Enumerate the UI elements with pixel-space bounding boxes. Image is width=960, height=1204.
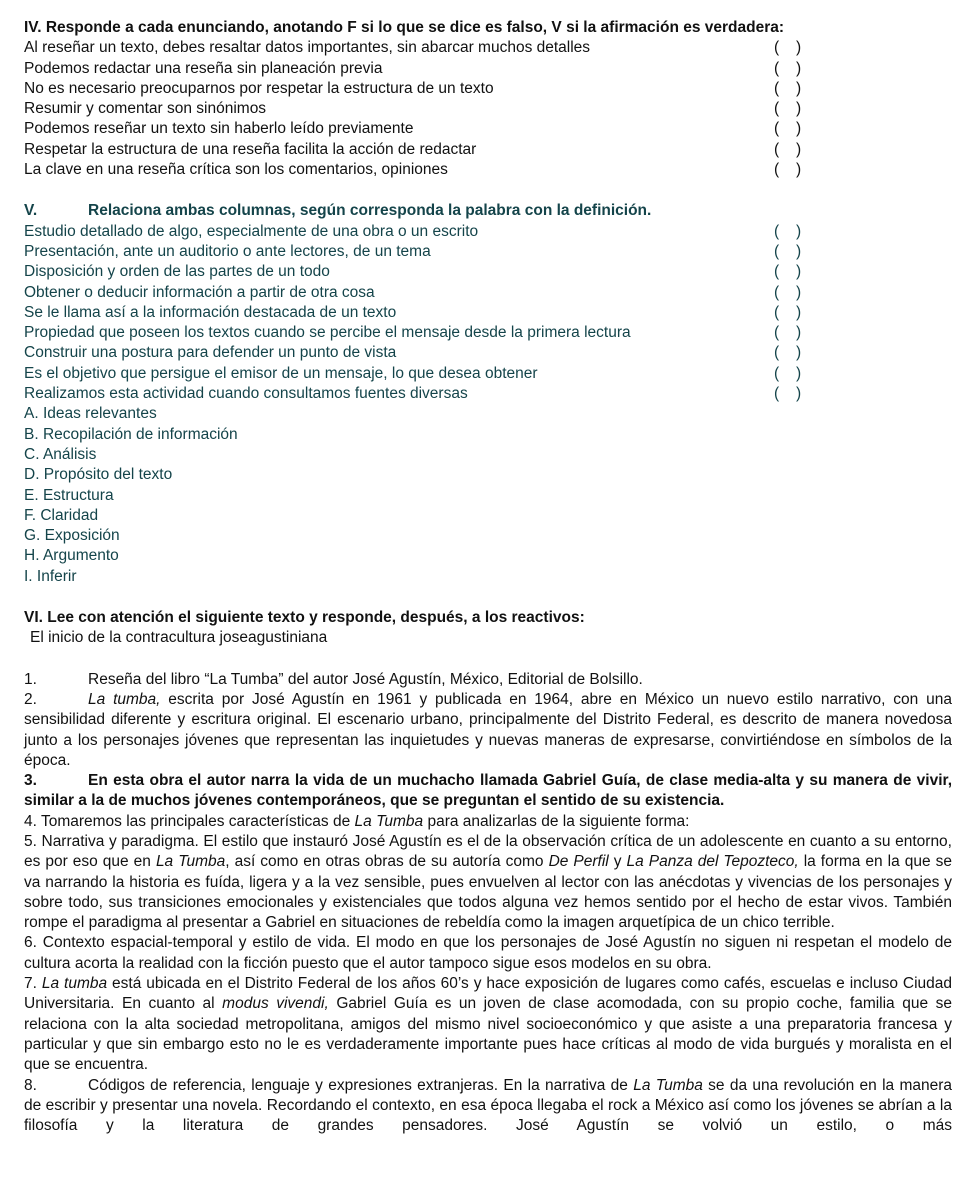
statement-text: No es necesario preocuparnos por respetar la estructura de un texto (24, 79, 494, 97)
paragraph-8: 8. Códigos de referencia, lenguaje y expresiones extranjeras. En la narrativa de La Tumba se da una revolución en la manera de escribir y presentar una novela. Recordando el contexto, en esa época llegaba el rock a México así como los jóvenes se abrían a la filosofía y la literatura de grandes pensadores. José Agustín se volvió un estilo, o más (24, 1076, 952, 1135)
answer-blank[interactable]: ( ) (774, 39, 802, 57)
definition-text: Construir una postura para defender un punto de vista (24, 344, 397, 362)
answer-blank[interactable]: ( ) (774, 344, 802, 362)
section-5-title: V. Relaciona ambas columnas, según corresponda la palabra con la definición. (24, 202, 652, 220)
option-item: F. Claridad (24, 506, 99, 524)
answer-blank[interactable]: ( ) (774, 242, 802, 260)
option-item: G. Exposición (24, 527, 120, 545)
statement-text: La clave en una reseña crítica son los comentarios, opiniones (24, 161, 448, 179)
section-4-list (24, 38, 952, 180)
definition-item (24, 323, 952, 343)
definition-text: Propiedad que poseen los textos cuando se percibe el mensaje desde la primera lectura (24, 324, 631, 342)
true-false-item (24, 59, 952, 79)
definition-text: Presentación, ante un auditorio o ante lectores, de un tema (24, 242, 431, 260)
statement-text: Podemos reseñar un texto sin haberlo leído previamente (24, 120, 414, 138)
option-item: H. Argumento (24, 547, 119, 565)
answer-blank[interactable]: ( ) (774, 303, 802, 321)
answer-blank[interactable]: ( ) (774, 161, 802, 179)
definition-item (24, 364, 952, 384)
option-item: C. Análisis (24, 445, 97, 463)
answer-blank[interactable]: ( ) (774, 324, 802, 342)
statement-text: Respetar la estructura de una reseña facilita la acción de redactar (24, 140, 477, 158)
paragraph-4: 4. Tomaremos las principales características de La Tumba para analizarlas de la siguiente forma: (24, 812, 690, 830)
answer-blank[interactable]: ( ) (774, 222, 802, 240)
option-item: B. Recopilación de información (24, 425, 238, 443)
true-false-item (24, 119, 952, 139)
statement-text: Resumir y comentar son sinónimos (24, 100, 267, 118)
answer-blank[interactable]: ( ) (774, 283, 802, 301)
definition-text: Estudio detallado de algo, especialmente de una obra o un escrito (24, 222, 479, 240)
section-4-title: IV. Responde a cada enunciando, anotando F si lo que se dice es falso, V si la afirmación es verdadera: (24, 19, 785, 36)
true-false-item (24, 99, 952, 119)
definition-text: Realizamos esta actividad cuando consultamos fuentes diversas (24, 385, 468, 403)
definitions-list (24, 222, 952, 587)
definition-text: Es el objetivo que persigue el emisor de un mensaje, lo que desea obtener (24, 364, 538, 382)
answer-blank[interactable]: ( ) (774, 120, 802, 138)
definition-item (24, 262, 952, 282)
definition-item (24, 384, 952, 404)
paragraph-6: 6. Contexto espacial-temporal y estilo de vida. El modo en que los personajes de José Agustín no siguen ni respetan el modelo de cultura acorta la realidad con la ficción puesto que el autor tampoco sigue esos modelos en su obra. (24, 934, 952, 972)
true-false-item (24, 79, 952, 99)
section-6-title: VI. Lee con atención el siguiente texto y responde, después, a los reactivos: (24, 609, 585, 627)
statement-text: Al reseñar un texto, debes resaltar datos importantes, sin abarcar muchos detalles (24, 39, 591, 57)
answer-blank[interactable]: ( ) (774, 79, 802, 97)
answer-blank[interactable]: ( ) (774, 100, 802, 118)
definition-item (24, 283, 952, 303)
definition-text: Disposición y orden de las partes de un todo (24, 263, 330, 281)
definition-item (24, 222, 952, 242)
option-item: I. Inferir (24, 567, 77, 585)
definition-item (24, 303, 952, 323)
option-item: D. Propósito del texto (24, 466, 173, 484)
paragraph-1: 1. Reseña del libro “La Tumba” del autor José Agustín, México, Editorial de Bolsillo. (24, 670, 643, 688)
definition-item (24, 242, 952, 262)
option-item: A. Ideas relevantes (24, 405, 157, 423)
paragraph-7: 7. La tumba está ubicada en el Distrito Federal de los años 60’s y hace exposición de lugares como cafés, escuelas e incluso Ciudad Universitaria. En cuanto al modus vivendi, Gabriel Guía es un joven de clase acomodada, con su propio coche, familia que se relaciona con la alta sociedad metropolitana, amigos del mismo nivel socioeconómico y que asiste a una preparatoria francesa y particular y que sin embargo esto no le es verdaderamente importante pues hace críticas al modo de vida burgués y moralista en el que se encuentra. (24, 975, 953, 1074)
paragraph-5: 5. Narrativa y paradigma. El estilo que instauró José Agustín es el de la observación crítica de un adolescente en cuanto a su entorno, es por eso que en La Tumba, así como en otras obras de su autoría como De Perfil y La Panza del Tepozteco, la forma en la que se va narrando la historia es fuída, ligera y a la vez sensible, pues envuelven al lector con las anécdotas y vivencias de los personajes y sobre todo, sus transiciones emocionales y existenciales que todos alguna vez hemos sentido por el hecho de estar vivos. También rompe el paradigma al presentar a Gabriel en situaciones de rebeldía como la imagen arquetípica de un chico terrible. (24, 832, 953, 932)
definition-text: Obtener o deducir información a partir de otra cosa (24, 283, 375, 301)
answer-blank[interactable]: ( ) (774, 140, 802, 158)
paragraph-2: 2. La tumba, escrita por José Agustín en 1961 y publicada en 1964, abre en México un nuevo estilo narrativo, con una sensibilidad diferente y escritura original. El escenario urbano, principalmente del Distrito Federal, es descrito de manera novedosa junto a los personajes jóvenes que representan las inquietudes y nuevas maneras de expresarse, convirtiéndose en símbolos de la época. (24, 690, 952, 769)
answer-blank[interactable]: ( ) (774, 59, 802, 77)
answer-blank[interactable]: ( ) (774, 385, 802, 403)
spacer (24, 587, 952, 608)
answer-blank[interactable]: ( ) (774, 364, 802, 382)
spacer (24, 649, 952, 670)
true-false-item (24, 38, 952, 58)
true-false-item (24, 140, 952, 160)
definition-text: Se le llama así a la información destacada de un texto (24, 303, 397, 321)
option-item: E. Estructura (24, 486, 114, 504)
statement-text: Podemos redactar una reseña sin planeación previa (24, 59, 383, 77)
spacer (24, 180, 952, 201)
answer-blank[interactable]: ( ) (774, 263, 802, 281)
paragraph-3: 3. En esta obra el autor narra la vida de un muchacho llamada Gabriel Guía, de clase media-alta y su manera de vivir, similar a la de muchos jóvenes contemporáneos, que se preguntan el sentido de su existencia. (24, 772, 952, 810)
true-false-item (24, 160, 952, 180)
definition-item (24, 343, 952, 363)
reading-title: El inicio de la contracultura joseagustiniana (30, 629, 328, 647)
